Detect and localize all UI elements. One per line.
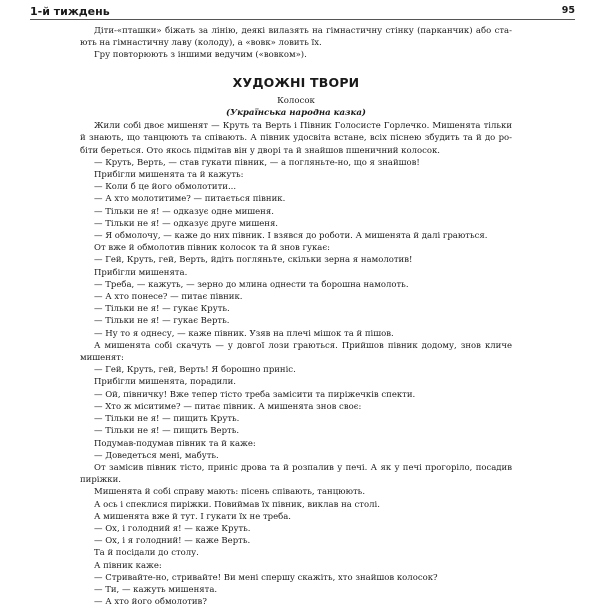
story-paragraph: — Стривайте-но, стривайте! Ви мені спершу скажіть, хто знайшов колосок? [94,572,438,583]
story-paragraph: — Гей, Круть, гей, Верть! Я борошно приніс. [94,365,296,376]
week-label: 1-й тиждень [30,5,110,18]
story-paragraph: Та й посідали до столу. [94,548,199,559]
story-paragraph: Прибігли мишенята та й кажуть: [94,170,244,181]
story-paragraph: А мишенята вже й тут. І гукати їх не треба. [94,511,291,522]
story-paragraph: — Тільки не я! — пищить Круть. [94,414,240,425]
story-paragraph: — А хто молотитиме? — питається півник. [94,194,286,205]
story-paragraph: — Круть, Верть, — став гукати півник, — а погляньте-но, що я знайшов! [94,157,420,168]
story-subtitle: (Українська народна казка) [226,108,366,119]
story-paragraph: Жили собі двоє мишенят — Круть та Верть і Півник Голосисте Горлечко. Мишенята тільки й знають, що танцюють та співають. А півник удосвіта встане, всіх піснею збудить та й до ро-біти береться. Ото якось підмітав він у дворі та й знайшов пшеничний колосок. [80,121,512,156]
intro-section [80,25,512,62]
story-paragraph: А мишенята собі скачуть — у довгої лози граються. Прийшов півник додому, знов кличе мишенят: [80,340,512,364]
story-paragraph: — А хто понесе? — питає півник. [94,292,243,303]
intro-paragraph: Діти-«пташки» біжать за лінію, деякі вилазять на гімнастичну стінку (парканчик) або ста-ють на гімнастичну лаву (колоду), а «вовк» ловить їх. [80,26,512,49]
story-paragraph: А півник каже: [94,560,162,571]
page-number: 95 [561,5,575,16]
story [80,95,512,608]
story-paragraph: Подумав-подумав півник та й каже: [94,438,256,449]
story-paragraph: А ось і спеклися пиріжки. Повиймав їх півник, виклав на столі. [94,499,380,510]
story-paragraph: — Тільки не я! — одказує друге мишеня. [94,218,279,229]
story-paragraph: — Ох, і я голодний! — каже Верть. [94,536,251,547]
story-paragraph: — Тільки не я! — одказує одне мишеня. [94,206,274,217]
story-paragraph: — Хто ж міситиме? — питає півник. А мишенята знов своє: [94,401,362,412]
page-body [80,25,512,608]
story-paragraph: — Гей, Круть, гей, Верть, йдіть погляньте, скільки зерна я намолотив! [94,255,413,266]
story-title: Колосок [277,95,315,106]
story-paragraph: Прибігли мишенята. [94,267,188,278]
story-paragraphs [80,120,512,608]
story-paragraph: — Треба, — кажуть, — зерно до млина однести та борошна намолоть. [94,279,409,290]
story-paragraph: — Коли б це його обмолотити... [94,182,237,193]
story-paragraph: Прибігли мишенята, порадили. [94,377,236,388]
story-paragraph: — Ну то я однесу, — каже півник. Узяв на плечі мішок та й пішов. [94,328,394,339]
story-paragraph: От вже й обмолотив півник колосок та й знов гукає: [94,243,330,254]
story-paragraph: Мишенята й собі справу мають: пісень співають, танцюють. [94,487,366,498]
story-paragraph: — Тільки не я! — гукає Круть. [94,304,230,315]
story-paragraph: — Я обмолочу, — каже до них півник. І взявся до роботи. А мишенята й далі граються. [94,231,488,242]
section-title: ХУДОЖНІ ТВОРИ [232,74,360,90]
story-paragraph: — А хто його обмолотив? [94,597,207,608]
story-paragraph: — Тільки не я! — пищить Верть. [94,426,240,437]
story-paragraph: От замісив півник тісто, приніс дрова та й розпалив у печі. А як у печі прогоріло, посадив пиріжки. [80,462,512,486]
story-paragraph: — Ти, — кажуть мишенята. [94,584,218,595]
page-header [30,5,575,20]
story-paragraph: — Ой, півничку! Вже тепер тісто треба замісити та пиріжечків спекти. [94,389,416,400]
story-paragraph: — Тільки не я! — гукає Верть. [94,316,230,327]
story-paragraph: — Доведеться мені, мабуть. [94,450,219,461]
intro-paragraph: Гру повторюють з іншими ведучим («вовком»). [94,50,307,61]
story-paragraph: — Ох, і голодний я! — каже Круть. [94,523,251,534]
